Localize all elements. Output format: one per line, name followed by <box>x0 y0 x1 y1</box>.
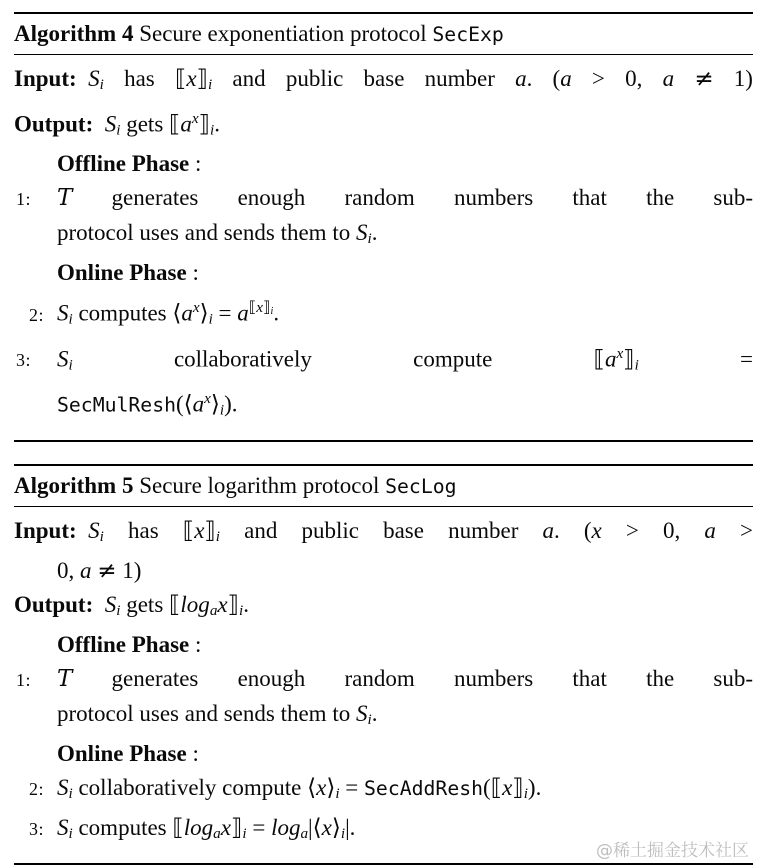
text-run: 1) <box>713 66 753 91</box>
text-run: x <box>217 591 228 617</box>
text-run: x <box>321 814 332 840</box>
text-run: log <box>180 591 210 617</box>
text-run <box>93 592 105 617</box>
text-run: : <box>189 631 202 657</box>
step-number: 1: <box>16 189 31 210</box>
text-run: ⟩ <box>326 774 336 801</box>
algorithm-4-title <box>14 14 753 55</box>
text-run: = <box>246 814 272 840</box>
text-run: S <box>88 517 100 543</box>
text-run: a <box>80 557 92 583</box>
text-run: x <box>204 390 211 408</box>
text-run <box>93 111 105 136</box>
algorithm-4-box <box>14 12 753 442</box>
text-run: x <box>591 517 602 543</box>
text-run: log <box>183 814 214 840</box>
text-run: Input: <box>14 66 77 91</box>
text-run: i <box>116 121 121 139</box>
text-run: ⟧ <box>204 517 216 544</box>
text-run: a <box>662 66 675 91</box>
text-run: ≠ <box>97 557 117 584</box>
text-run: i <box>116 601 121 619</box>
text-run: ⟨ <box>307 774 317 801</box>
text-run <box>77 518 89 543</box>
text-run: Online Phase <box>57 260 187 286</box>
text-run: i <box>634 356 639 374</box>
text-run: | <box>308 814 313 840</box>
text-run: i <box>207 76 213 94</box>
text-run: collaboratively compute <box>72 346 594 372</box>
step-number: 1: <box>16 669 31 690</box>
text-run: x <box>316 774 327 800</box>
text-run: a <box>213 824 221 842</box>
text-run: ≠ <box>694 66 714 92</box>
text-run: ⟦ <box>174 66 187 92</box>
text-run: a <box>560 66 572 91</box>
text-run: x <box>256 299 264 317</box>
text-run: ⟨ <box>172 300 182 327</box>
text-run: Offline Phase <box>57 631 190 657</box>
text-run: ⟦ <box>593 346 605 373</box>
algorithm-5-box <box>14 464 753 865</box>
text-run: S <box>88 66 100 91</box>
text-run: x <box>192 299 200 317</box>
text-run: a <box>237 300 249 326</box>
text-run: T <box>57 665 73 692</box>
step-number: 2: <box>29 778 44 799</box>
text-run: Secure logarithm protocol <box>133 472 386 498</box>
text-run: ⟧ <box>263 298 271 317</box>
algorithm-step-line <box>14 771 753 811</box>
text-run <box>249 299 274 316</box>
text-run: a <box>181 300 193 326</box>
text-run: : <box>186 740 199 766</box>
text-run: i <box>523 784 528 802</box>
text-run: i <box>68 824 73 842</box>
text-run: generates enough random numbers that the sub- <box>72 185 753 211</box>
text-run: Secure exponentiation protocol <box>133 21 433 46</box>
text-run: ⟨ <box>312 814 322 841</box>
step-number: 3: <box>29 818 44 839</box>
text-run: ⟦ <box>490 774 503 801</box>
algorithm-line <box>14 697 753 737</box>
text-run: > <box>715 517 753 543</box>
text-run: i <box>208 310 213 328</box>
text-run: ⟦ <box>169 591 181 618</box>
text-run: gets <box>120 591 170 617</box>
text-run: = <box>339 774 365 800</box>
text-run: S <box>57 346 69 372</box>
text-run: ⟩ <box>199 300 209 327</box>
text-run: a <box>209 601 218 619</box>
text-run: a <box>300 824 309 842</box>
text-run: computes <box>72 300 173 326</box>
text-run: ⟦ <box>172 814 184 841</box>
text-run: a <box>604 346 617 372</box>
step-number: 2: <box>29 304 44 325</box>
text-run: : <box>186 260 199 286</box>
text-run: x <box>502 774 513 800</box>
text-run: S <box>57 774 69 800</box>
algorithm-step-line <box>14 181 753 216</box>
text-run: x <box>616 344 624 362</box>
text-run: 1) <box>116 557 142 583</box>
text-run: ⟦ <box>182 517 195 544</box>
text-run: i <box>239 601 244 619</box>
algorithm-line <box>14 382 753 427</box>
text-run: . <box>243 591 249 617</box>
algorithm-line <box>14 62 753 102</box>
text-run: collaboratively compute <box>72 774 308 800</box>
algorithm-line <box>14 737 753 771</box>
text-run: gets <box>120 111 170 137</box>
text-run: ⟧ <box>512 774 524 801</box>
text-run: i <box>210 121 215 139</box>
text-run: ⟦ <box>169 111 181 138</box>
text-run: i <box>68 356 73 374</box>
algorithm-line <box>14 147 753 181</box>
text-run: . <box>371 700 378 726</box>
text-run: ⟩ <box>331 814 341 841</box>
text-run: ). <box>527 774 542 800</box>
text-run: i <box>215 527 221 545</box>
algorithm-line <box>14 554 753 588</box>
text-run: ( <box>176 391 184 417</box>
text-run: ⟦ <box>248 298 257 317</box>
algorithm-line <box>14 514 753 554</box>
text-run: SecExp <box>432 23 504 46</box>
text-run: x <box>220 814 231 840</box>
algorithm-5-body <box>14 507 753 863</box>
text-run: i <box>367 710 372 728</box>
text-run: and public base number <box>212 66 516 91</box>
text-run: SecMulResh <box>57 393 176 417</box>
algorithm-line <box>14 588 753 628</box>
text-run: ⟧ <box>196 66 208 92</box>
text-run: generates enough random numbers that the sub- <box>72 665 753 691</box>
text-run: S <box>355 700 368 726</box>
text-run: . ( <box>526 66 561 91</box>
text-run: i <box>68 784 73 802</box>
text-run: S <box>57 814 69 840</box>
text-run: i <box>335 784 340 802</box>
algorithm-step-line <box>14 290 753 336</box>
text-run: i <box>99 76 104 94</box>
text-run: and public base number <box>220 517 543 543</box>
text-run: Algorithm 4 <box>14 21 134 46</box>
text-run: S <box>355 220 368 246</box>
text-run: ⟧ <box>623 346 635 373</box>
algorithm-line <box>14 216 753 256</box>
text-run: protocol uses and sends them to <box>57 220 356 246</box>
algorithm-line <box>14 256 753 290</box>
text-run <box>77 66 89 91</box>
text-run: S <box>104 591 117 617</box>
text-run: Offline Phase <box>57 151 190 177</box>
text-run: : <box>189 151 202 177</box>
text-run: . <box>371 220 378 246</box>
text-run: protocol uses and sends them to <box>57 700 356 726</box>
text-run: a <box>515 66 527 91</box>
algorithm-step-line <box>14 337 753 382</box>
text-run: Output: <box>14 591 94 617</box>
text-run: ⟧ <box>227 591 240 618</box>
text-run: i <box>242 824 247 842</box>
text-run: a <box>704 517 716 543</box>
text-run: i <box>340 824 346 842</box>
text-run: ⟩ <box>210 391 220 418</box>
text-run <box>674 66 694 91</box>
text-run: x <box>186 66 197 91</box>
text-run: T <box>57 185 73 212</box>
text-run: has <box>103 66 175 91</box>
text-run: i <box>367 230 372 248</box>
text-run: . ( <box>553 517 592 543</box>
text-run: a <box>542 517 554 543</box>
text-run: |. <box>345 814 356 840</box>
text-run: . <box>214 111 221 137</box>
text-run: ). <box>224 391 238 417</box>
text-run: i <box>68 310 73 328</box>
step-number: 3: <box>16 350 31 371</box>
algorithm-5-title <box>14 466 753 507</box>
text-run: 0, <box>57 557 80 583</box>
text-run: SecAddResh <box>364 776 484 800</box>
text-run: ⟧ <box>230 814 243 841</box>
text-run: Algorithm 5 <box>14 472 134 498</box>
text-run: ( <box>483 774 491 800</box>
algorithm-step-line <box>14 662 753 697</box>
text-run: i <box>270 306 274 318</box>
text-run: > 0, <box>571 66 663 91</box>
text-run: S <box>57 300 69 326</box>
text-run: S <box>104 111 117 137</box>
text-run: a <box>192 391 205 417</box>
algorithm-4-body <box>14 55 753 440</box>
text-run: computes <box>72 814 173 840</box>
watermark: @稀土掘金技术社区 <box>596 840 749 861</box>
text-run: Online Phase <box>57 740 187 766</box>
text-run: > 0, <box>601 517 705 543</box>
text-run: SecLog <box>385 474 457 498</box>
text-run: a <box>180 111 192 137</box>
text-run: = <box>212 300 238 326</box>
text-run: = <box>638 346 753 372</box>
algorithm-line <box>14 628 753 662</box>
algorithm-line <box>14 102 753 147</box>
text-run: Output: <box>14 111 94 137</box>
text-run: Input: <box>14 517 77 543</box>
text-run: log <box>271 814 301 840</box>
text-run: i <box>99 527 104 545</box>
text-run: x <box>194 517 205 543</box>
text-run: has <box>103 517 183 543</box>
text-run: . <box>273 300 280 326</box>
text-run: i <box>219 401 225 419</box>
text-run: ⟧ <box>198 111 211 138</box>
text-run: x <box>191 110 199 128</box>
text-run: ⟨ <box>183 391 193 418</box>
